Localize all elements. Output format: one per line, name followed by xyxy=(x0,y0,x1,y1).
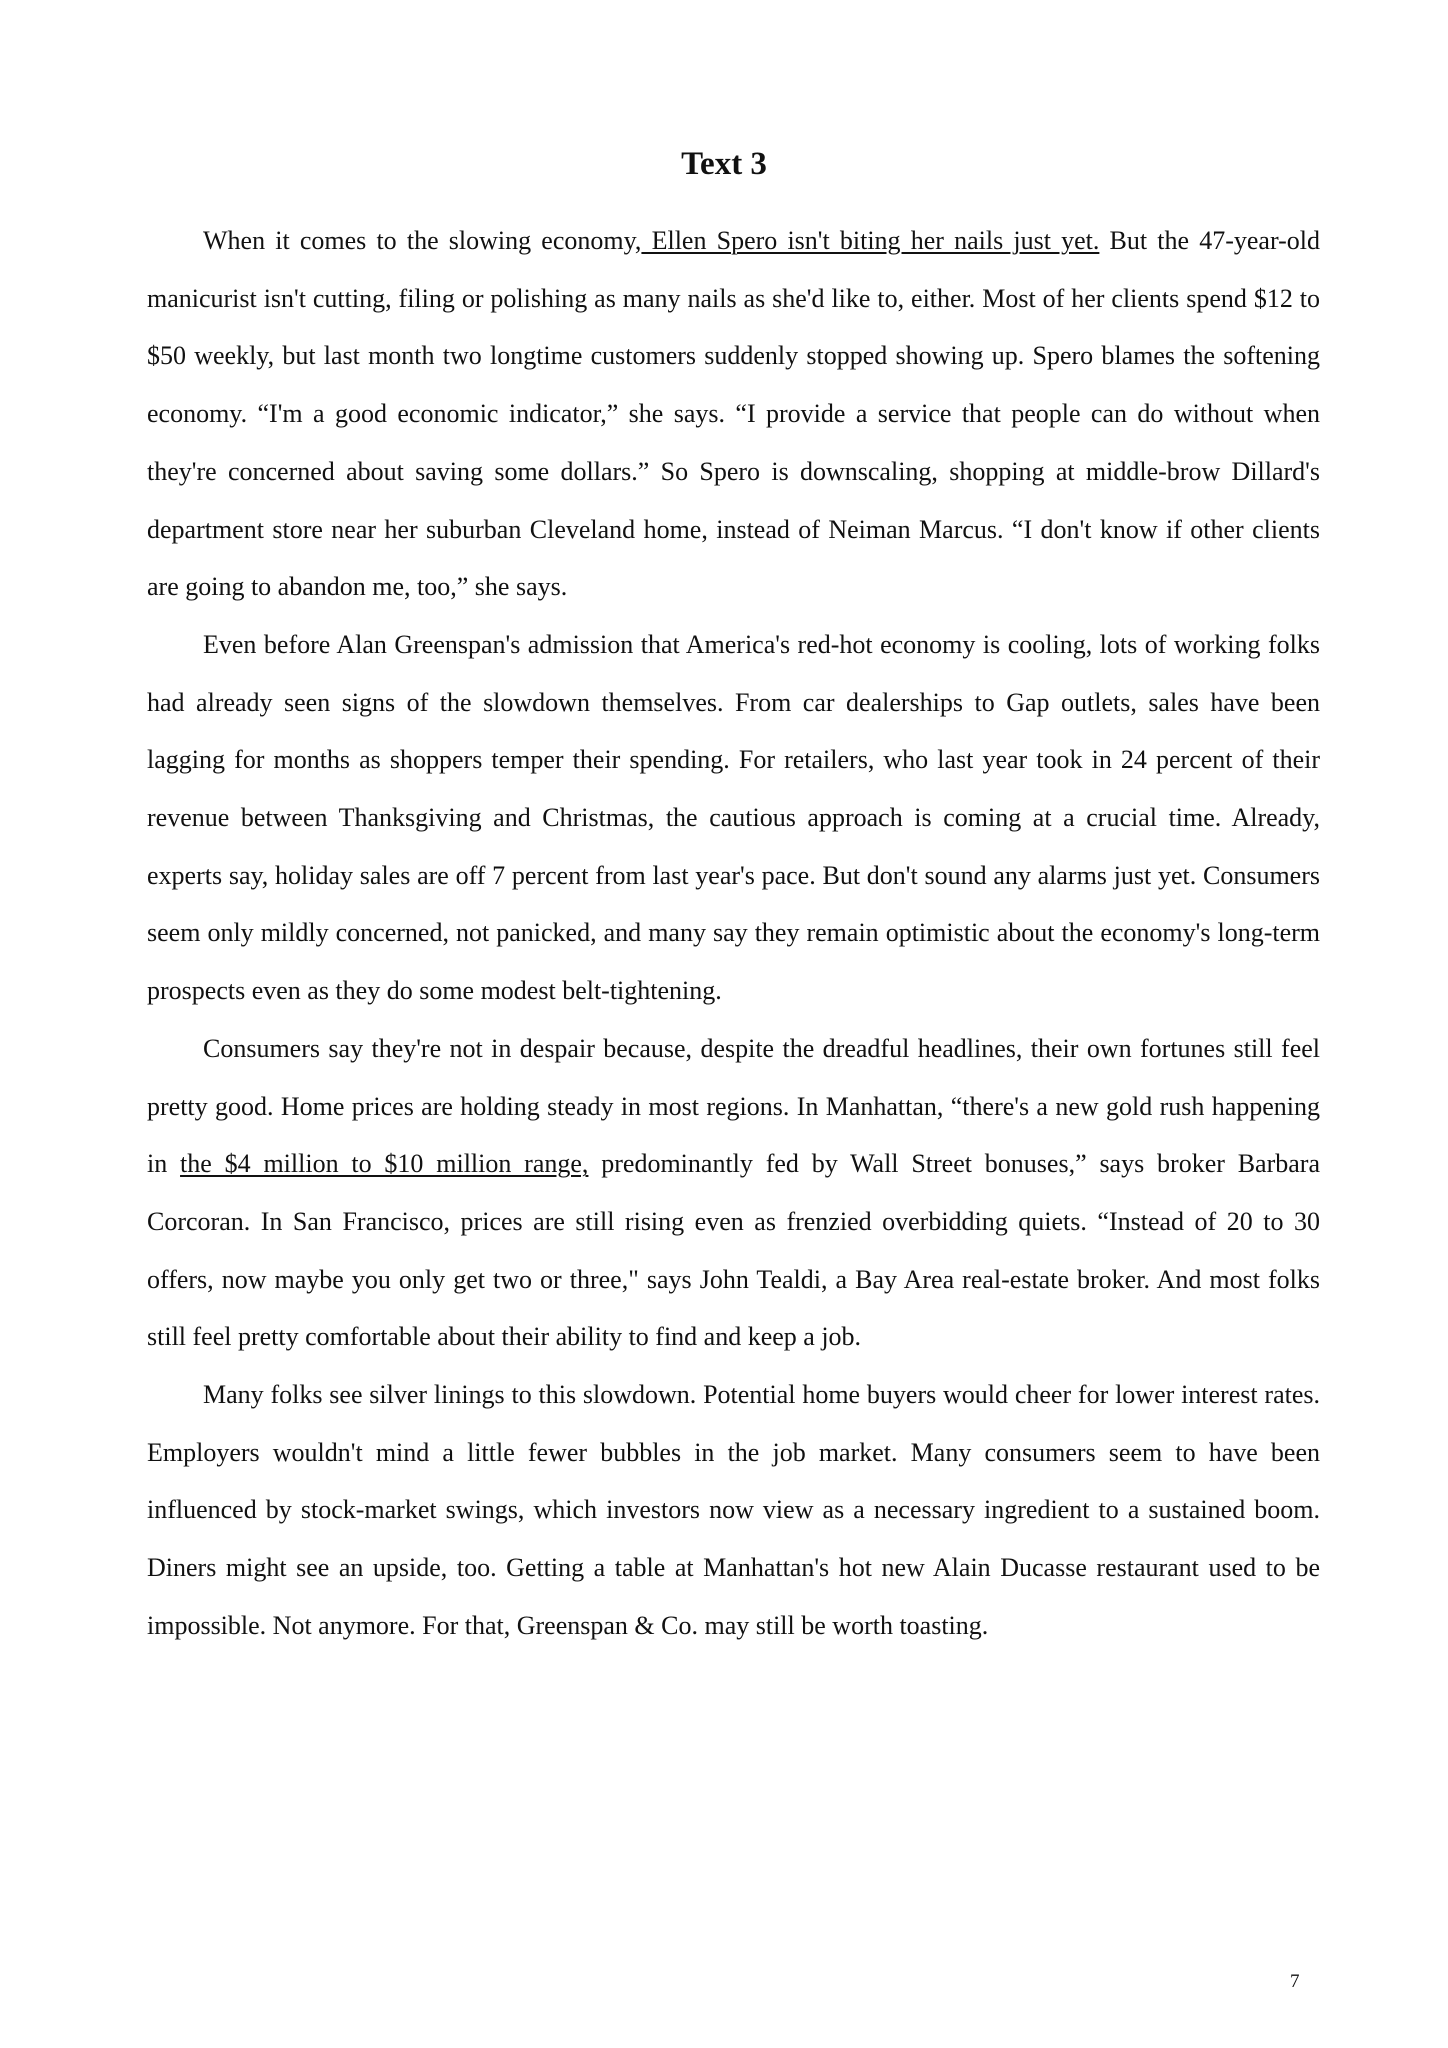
article-body xyxy=(147,212,1320,1655)
paragraph-4 xyxy=(147,1366,1320,1655)
page-number: 7 xyxy=(1290,1971,1300,1992)
paragraph-segment: Many folks see silver linings to this slowdown. Potential home buyers would cheer for lower interest rates. Employers wouldn't mind a little fewer bubbles in the job market. Many consumers seem to have been influenced by stock-market swings, which investors now view as a necessary ingredient to a sustained boom. Diners might see an upside, too. Getting a table at Manhattan's hot new Alain Ducasse restaurant used to be impossible. Not anymore. For that, Greenspan & Co. may still be worth toasting. xyxy=(147,1380,1320,1640)
underlined-phrase: Ellen Spero isn't biting her nails just yet. xyxy=(641,226,1100,255)
paragraph-segment: predominantly fed by Wall Street bonuses,” says broker Barbara Corcoran. In San Francisco, prices are still rising even as frenzied overbidding quiets. “Instead of 20 to 30 offers, now maybe you only get two or three," says John Tealdi, a Bay Area real-estate broker. And most folks still feel pretty comfortable about their ability to find and keep a job. xyxy=(147,1149,1320,1352)
paragraph-segment: Even before Alan Greenspan's admission that America's red-hot economy is cooling, lots of working folks had already seen signs of the slowdown themselves. From car dealerships to Gap outlets, sales have been lagging for months as shoppers temper their spending. For retailers, who last year took in 24 percent of their revenue between Thanksgiving and Christmas, the cautious approach is coming at a crucial time. Already, experts say, holiday sales are off 7 percent from last year's pace. But don't sound any alarms just yet. Consumers seem only mildly concerned, not panicked, and many say they remain optimistic about the economy's long-term prospects even as they do some modest belt-tightening. xyxy=(147,629,1320,1006)
page-title: Text 3 xyxy=(681,146,767,182)
paragraph-3 xyxy=(147,1020,1320,1366)
paragraph-segment: But the 47-year-old manicurist isn't cutting, filing or polishing as many nails as she'd like to, either. Most of her clients spend $12 to $50 weekly, but last month two longtime customers suddenly stopped showing up. Spero blames the softening economy. “I'm a good economic indicator,” she says. “I provide a service that people can do without when they're concerned about saving some dollars.” So Spero is downscaling, shopping at middle-brow Dillard's department store near her suburban Cleveland home, instead of Neiman Marcus. “I don't know if other clients are going to abandon me, too,” she says. xyxy=(147,226,1320,602)
paragraph-segment: Consumers say they're not in despair because, despite the dreadful headlines, their own fortunes still feel pretty good. Home prices are holding steady in most regions. In Manhattan, “there's a new gold rush happening in xyxy=(147,1033,1320,1179)
paragraph-2 xyxy=(147,616,1320,1020)
paragraph-segment: When it comes to the slowing economy, xyxy=(203,226,642,255)
paragraph-1 xyxy=(147,212,1320,616)
underlined-phrase: the $4 million to $10 million range, xyxy=(180,1149,589,1179)
